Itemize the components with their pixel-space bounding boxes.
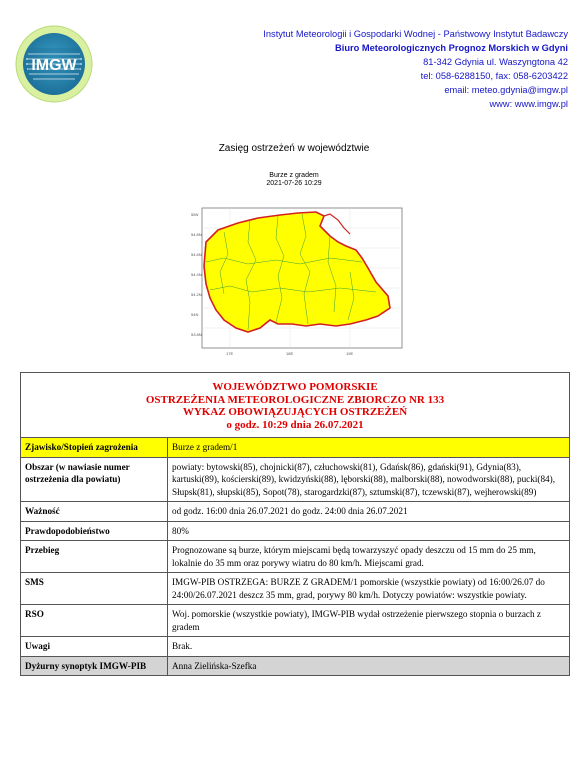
- row-value: Woj. pomorskie (wszystkie powiaty), IMGW-PIB wydał ostrzeżenie pierwszego stopnia o burzach z gradem: [168, 605, 570, 637]
- warning-map-svg: [190, 202, 406, 360]
- map-date: 2021-07-26 10:29: [266, 180, 322, 187]
- map-lon-label: 18E: [286, 351, 294, 356]
- heading-bulletin-number: OSTRZEŻENIA METEOROLOGICZNE ZBIORCZO NR 133: [145, 393, 445, 406]
- row-value: Burze z gradem/1: [168, 438, 570, 458]
- row-value: IMGW-PIB OSTRZEGA: BURZE Z GRADEM/1 pomorskie (wszystkie powiaty) od 16:00/26.07 do 24:00/26.07.2021 deszcz 35 mm, grad, porywy 80 km/h. Dotyczy powiatów: wszystkie powiaty.: [168, 573, 570, 605]
- row-label: Dyżurny synoptyk IMGW-PIB: [21, 656, 168, 676]
- header-office-name: Biuro Meteorologicznych Prognoz Morskich w Gdyni: [335, 43, 568, 53]
- map-lat-label: 55N: [191, 212, 199, 217]
- header-address: 81-342 Gdynia ul. Waszyngtona 42: [423, 57, 568, 67]
- table-row-phenomenon: [21, 438, 570, 458]
- row-value: Anna Zielińska-Szefka: [168, 656, 570, 676]
- header-website: www: www.imgw.pl: [489, 99, 568, 109]
- row-value: 80%: [168, 521, 570, 541]
- row-label: Uwagi: [21, 637, 168, 657]
- map-lat-label: 54.8N: [191, 232, 202, 237]
- table-row-remarks: [21, 637, 570, 657]
- row-label: Obszar (w nawiasie numer ostrzeżenia dla powiatu): [21, 457, 168, 502]
- row-value: Brak.: [168, 637, 570, 657]
- row-value: powiaty: bytowski(85), chojnicki(87), człuchowski(81), Gdańsk(86), gdański(91), Gdynia(83), kartuski(89), kościerski(89), kwidzyński(88), lęborski(88), malborski(88), nowodworski(88), pucki(84), Słupsk(81), słupski(85), Sopot(78), starogardzki(87), sztumski(87), tczewski(87), wejherowski(89): [168, 457, 570, 502]
- map-lat-label: 54N: [191, 312, 199, 317]
- row-label: Zjawisko/Stopień zagrożenia: [21, 438, 168, 458]
- map-subtitle: Burze z gradem: [269, 172, 319, 179]
- logo-text: IMGW: [31, 57, 77, 74]
- heading-list-title: WYKAZ OBOWIĄZUJĄCYCH OSTRZEŻEŃ: [182, 406, 408, 418]
- map-title: Zasięg ostrzeżeń w województwie: [218, 143, 370, 154]
- table-row-rso: [21, 605, 570, 637]
- warnings-table: [20, 372, 570, 676]
- row-value: Prognozowane są burze, którym miejscami będą towarzyszyć opady deszczu od 15 mm do 25 mm, lokalnie do 35 mm oraz porywy wiatru do 80 km/h. Miejscami grad.: [168, 541, 570, 573]
- map-lat-label: 53.8N: [191, 332, 202, 337]
- header-email: email: meteo.gdynia@imgw.pl: [444, 85, 568, 95]
- header-institute-name: Instytut Meteorologii i Gospodarki Wodnej - Państwowy Instytut Badawczy: [263, 29, 568, 39]
- map-lat-label: 54.2N: [191, 292, 202, 297]
- row-label: SMS: [21, 573, 168, 605]
- map-lat-label: 54.4N: [191, 272, 202, 277]
- row-label: Prawdopodobieństwo: [21, 521, 168, 541]
- heading-issue-time: o godz. 10:29 dnia 26.07.2021: [226, 418, 364, 431]
- row-label: RSO: [21, 605, 168, 637]
- table-heading: [21, 373, 570, 438]
- map-caption: [0, 172, 588, 188]
- table-row-forecaster: [21, 656, 570, 676]
- row-label: Przebieg: [21, 541, 168, 573]
- imgw-logo: [14, 24, 94, 104]
- imgw-logo-icon: [14, 24, 94, 104]
- heading-voivodeship: WOJEWÓDZTWO POMORSKIE: [212, 381, 378, 393]
- map-lat-label: 54.6N: [191, 252, 202, 257]
- table-row-validity: [21, 502, 570, 522]
- table-row-probability: [21, 521, 570, 541]
- map-lon-label: 17E: [226, 351, 234, 356]
- row-label: Ważność: [21, 502, 168, 522]
- table-heading-row: [21, 373, 570, 438]
- table-row-sms: [21, 573, 570, 605]
- table-row-course: [21, 541, 570, 573]
- warning-map: [190, 202, 406, 360]
- row-value: od godz. 16:00 dnia 26.07.2021 do godz. 24:00 dnia 26.07.2021: [168, 502, 570, 522]
- map-lon-label: 19E: [346, 351, 354, 356]
- header-phone: tel: 058-6288150, fax: 058-6203422: [420, 71, 568, 81]
- institute-header: [263, 27, 568, 111]
- table-row-area: [21, 457, 570, 502]
